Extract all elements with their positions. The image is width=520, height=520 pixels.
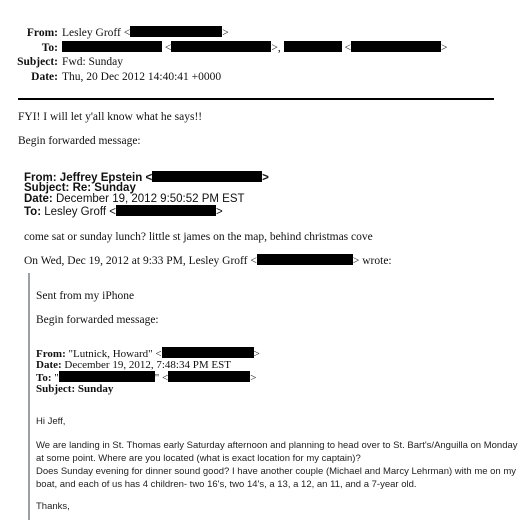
redaction-box [152, 171, 262, 182]
quoted-begin-forwarded: Begin forwarded message: [36, 314, 159, 326]
redaction-box [59, 371, 155, 382]
quote-bar [28, 273, 30, 520]
fwd-date-value: December 19, 2012 9:50:52 PM EST [55, 193, 245, 205]
inner-subject-value: Sunday [77, 383, 114, 395]
fwd-to-label: To: [24, 206, 42, 218]
greeting: Hi Jeff, [36, 416, 66, 427]
inner-subject-row [36, 383, 113, 396]
inner-date-row [36, 359, 231, 372]
redaction-box [351, 41, 441, 52]
inner-date-value: December 19, 2012, 7:48:34 PM EST [64, 359, 231, 371]
fwd-from-label: From: [24, 172, 57, 184]
subject-value: Fwd: Sunday [62, 56, 124, 68]
message-line-1: We are landing in St. Thomas early Saturday afternoon and planning to head over to St. Bart's/Anguilla on Monday [36, 440, 518, 451]
fwd-to-row: To: Lesley Groff < > [24, 206, 223, 218]
inner-date-label: Date: [36, 359, 62, 371]
fwd-subject-value: Re: Sunday [72, 182, 136, 194]
from-name: Lesley Groff < [62, 27, 131, 39]
fwd-from-value: Jeffrey Epstein < [59, 172, 153, 184]
inner-to-label: To: [36, 372, 52, 384]
inner-from-row: From: "Lutnick, Howard" < > [36, 348, 260, 360]
inner-to-value: " [54, 372, 59, 384]
begin-forwarded-label: Begin forwarded message: [18, 135, 141, 147]
redaction-box [168, 371, 250, 382]
wrote-prefix: On Wed, Dec 19, 2012 at 9:33 PM, Lesley Groff < [24, 255, 257, 267]
wrote-suffix: > wrote: [352, 255, 392, 267]
inner-to-row: To: " " < > [36, 372, 257, 384]
header-from-row: From: Lesley Groff < > [0, 26, 229, 39]
redaction-box [284, 41, 342, 52]
header-subject-row [0, 56, 123, 68]
message-line-4: boat, and each of us has 4 children- two 16's, two 14's, a 13, a 12, an 11, and a 7-year old. [36, 479, 417, 490]
fwd-date-label: Date: [24, 193, 53, 205]
date-label: Date: [31, 71, 58, 83]
redaction-box [62, 41, 162, 52]
to-label: To: [41, 42, 58, 54]
date-value: Thu, 20 Dec 2012 14:40:41 +0000 [62, 71, 222, 83]
header-to-row: To: < >, < > [0, 41, 448, 54]
header-divider [18, 98, 494, 100]
from-label: From: [26, 27, 58, 39]
inner-subject-label: Subject: [36, 383, 76, 395]
redaction-box [171, 41, 271, 52]
closing: Thanks, [36, 501, 70, 512]
redaction-box [257, 254, 353, 265]
fwd-from-row: From: Jeffrey Epstein < > [24, 172, 269, 184]
fwd-to-value: Lesley Groff < [44, 206, 116, 218]
header-date-row [0, 71, 221, 83]
message-line-2: at some point. Where are you located (what is exact location for my captain)? [36, 453, 361, 464]
fwd-subject-label: Subject: [24, 182, 70, 194]
redaction-box [162, 347, 254, 358]
intro-line: FYI! I will let y'all know what he says!! [18, 111, 203, 123]
message-line-3: Does Sunday evening for dinner sound good? I have another couple (Michael and Marcy Lehrman) with me on my [36, 466, 517, 477]
inner-from-label: From: [36, 348, 66, 360]
sent-from-line: Sent from my iPhone [36, 290, 135, 302]
redaction-box [116, 205, 216, 216]
subject-label: Subject: [17, 56, 58, 68]
inner-from-value: "Lutnick, Howard" < [68, 348, 162, 360]
wrote-line [24, 254, 392, 267]
reply-text: come sat or sunday lunch? little st james on the map, behind christmas cove [24, 231, 373, 243]
redaction-box [130, 26, 222, 37]
